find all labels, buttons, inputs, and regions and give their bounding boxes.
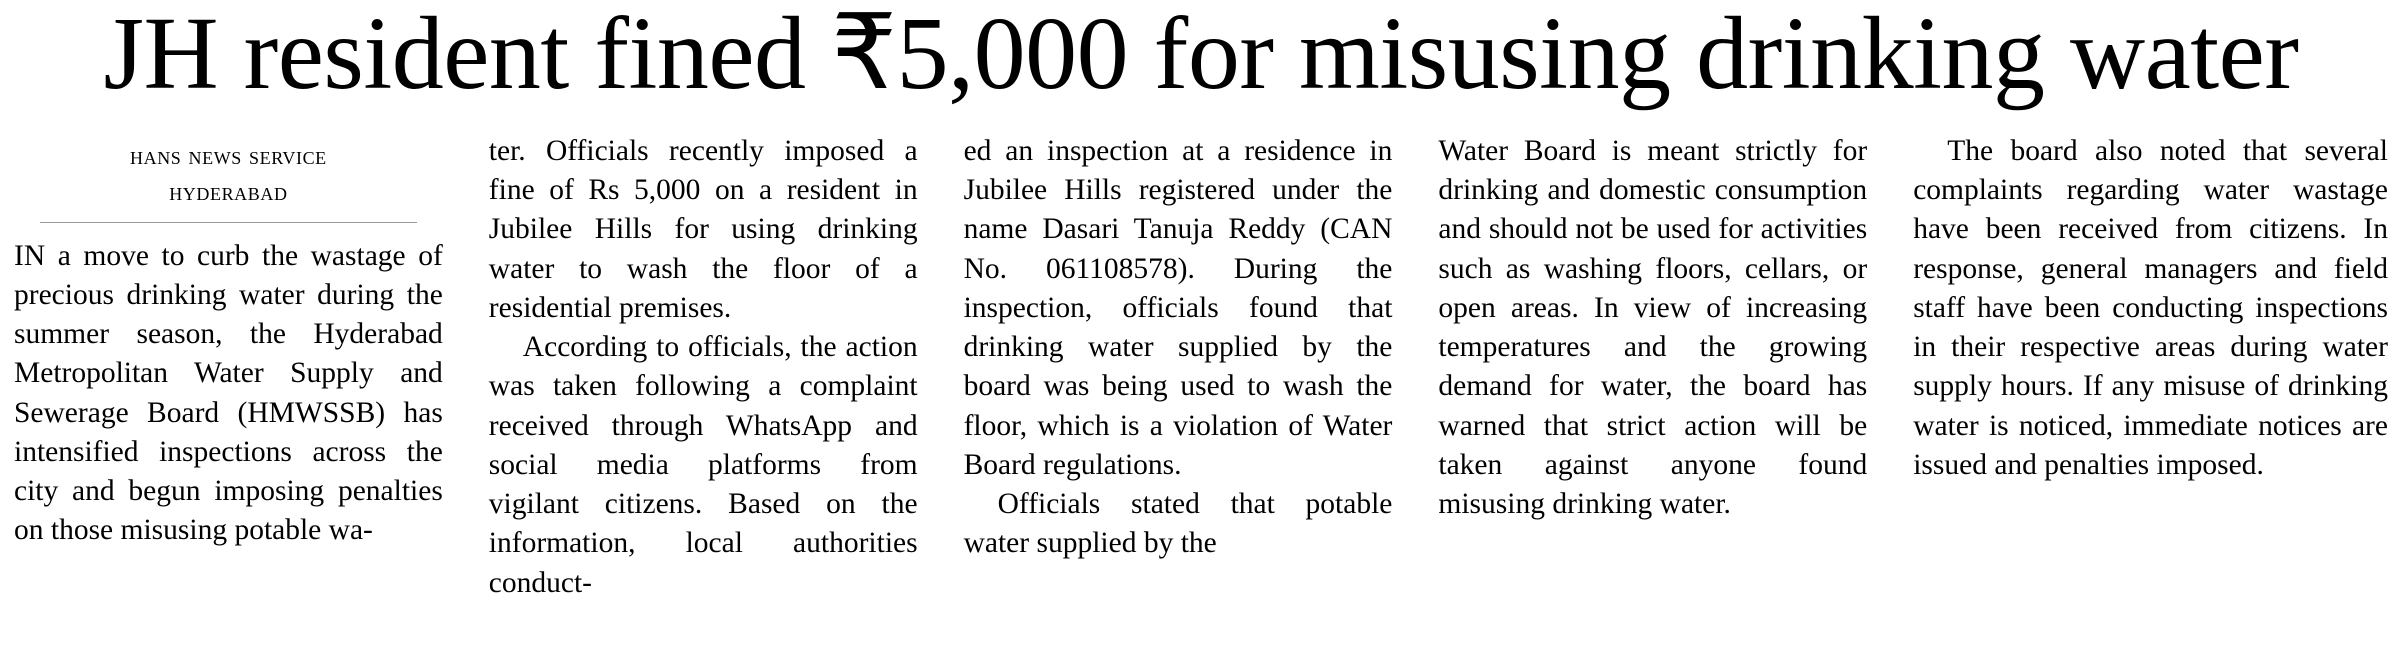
byline-divider	[40, 222, 417, 223]
paragraph: The board also noted that several complaints regarding water wastage have been received from citizens. In response, general managers and field staff have been conducting inspections in their respective areas during water supply hours. If any misuse of drinking water is noticed, immediate notices are issued and penalties imposed.	[1913, 135, 2388, 481]
byline	[14, 132, 443, 210]
paragraph: Water Board is meant strictly for drinking and domestic consumption and should not be used for activities such as washing floors, cellars, or open areas. In view of increasing temperatures and the growing demand for water, the board has warned that strict action will be taken against anyone found misusing drinking water.	[1438, 135, 1868, 521]
paragraph: ed an inspection at a residence in Jubilee Hills registered under the name Dasari Tanuja Reddy (CAN No. 061108578). During the inspection, officials found that drinking water supplied by the board was being used to wash the floor, which is a violation of Water Board regulations.	[963, 135, 1393, 481]
column-3	[964, 132, 1439, 564]
byline-service: hans news service	[130, 141, 327, 170]
paragraph: According to officials, the action was taken following a complaint received through WhatsApp and social media platforms from vigilant citizens. Based on the information, local authorities conduct-	[488, 331, 918, 599]
column-5	[1913, 132, 2388, 485]
newspaper-article-page	[0, 2, 2402, 660]
column-4	[1438, 132, 1913, 524]
byline-location: hyderabad	[169, 176, 288, 206]
paragraph: Officials stated that potable water supplied by the	[963, 488, 1393, 560]
column-2	[489, 132, 964, 603]
column-1	[14, 132, 489, 551]
paragraph: IN a move to curb the wastage of precious drinking water during the summer season, the Hyderabad Metropolitan Water Supply and Sewerage Board (HMWSSB) has intensified inspections across the city and begun imposing penalties on those misusing potable wa-	[14, 239, 443, 547]
page-title: JH resident fined ₹5,000 for misusing drinking water	[103, 0, 2299, 111]
article-columns	[14, 132, 2388, 603]
paragraph: ter. Officials recently imposed a fine of Rs 5,000 on a resident in Jubilee Hills for using drinking water to wash the floor of a residential premises.	[488, 135, 918, 324]
